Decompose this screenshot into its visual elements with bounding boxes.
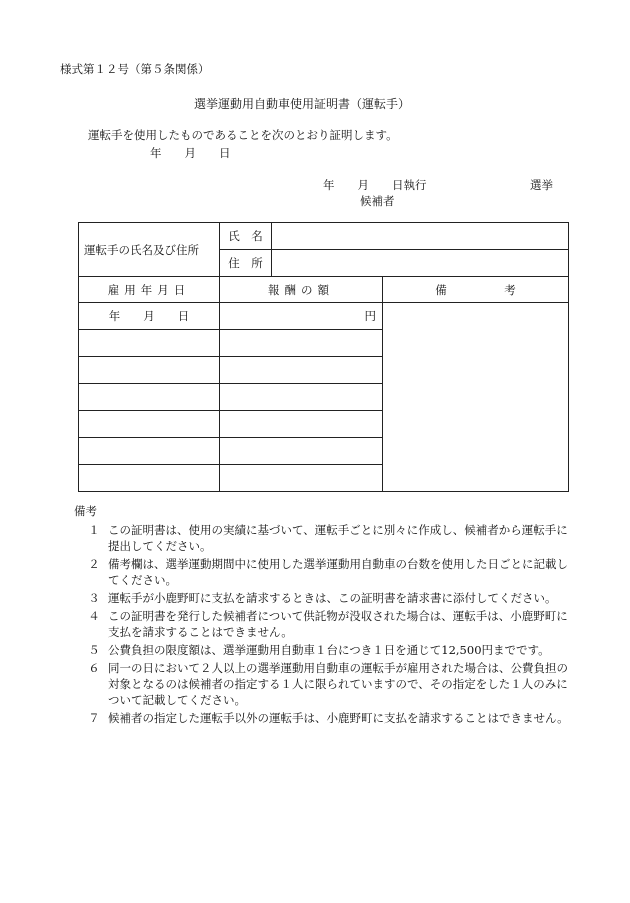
election-date: 年 月 日執行 bbox=[323, 178, 427, 192]
name-label: 氏 名 bbox=[220, 223, 272, 250]
amount-cell[interactable] bbox=[220, 465, 383, 492]
note-item bbox=[74, 642, 574, 658]
note-item bbox=[74, 660, 574, 708]
address-field[interactable] bbox=[272, 250, 569, 277]
candidate-label: 候補者 bbox=[360, 194, 395, 208]
note-text: 同一の日において２人以上の選挙運動用自動車の運転手が雇用された場合は、公費負担の対象となるのは候補者の指定する１人に限られていますので、その指定をした１人のみについて記載してください。 bbox=[108, 661, 568, 707]
header-remarks: 備 考 bbox=[383, 277, 569, 303]
note-item bbox=[74, 710, 574, 726]
hire-date-cell[interactable] bbox=[79, 330, 220, 357]
hire-date-cell[interactable] bbox=[79, 357, 220, 384]
note-text: 備考欄は、選挙運動期間中に使用した選挙運動用自動車の台数を使用した日ごとに記載してください。 bbox=[108, 557, 568, 587]
notes-section bbox=[74, 503, 574, 728]
hire-date-cell[interactable] bbox=[79, 411, 220, 438]
note-number: ４ bbox=[88, 609, 100, 623]
note-text: この証明書を発行した候補者について供託物が没収された場合は、運転手は、小鹿野町に支払を請求することはできません。 bbox=[108, 609, 568, 639]
hire-date-cell[interactable]: 年 月 日 bbox=[79, 303, 220, 330]
note-item bbox=[74, 556, 574, 588]
amount-cell[interactable] bbox=[220, 384, 383, 411]
hire-date-cell[interactable] bbox=[79, 465, 220, 492]
note-item bbox=[74, 608, 574, 640]
note-text: この証明書は、使用の実績に基づいて、運転手ごとに別々に作成し、候補者から運転手に提出してください。 bbox=[108, 523, 568, 553]
issue-date: 年 月 日 bbox=[150, 146, 231, 160]
note-number: １ bbox=[88, 523, 100, 537]
note-number: ３ bbox=[88, 591, 100, 605]
note-number: ５ bbox=[88, 643, 100, 657]
note-text: 候補者の指定した運転手以外の運転手は、小鹿野町に支払を請求することはできません。 bbox=[108, 711, 569, 725]
amount-cell[interactable] bbox=[220, 438, 383, 465]
header-hire-date: 雇用年月日 bbox=[79, 277, 220, 303]
note-number: ６ bbox=[88, 661, 100, 675]
note-number: ７ bbox=[88, 711, 100, 725]
form-number: 様式第１２号（第５条関係） bbox=[60, 62, 210, 76]
note-item bbox=[74, 522, 574, 554]
hire-date-cell[interactable] bbox=[79, 384, 220, 411]
notes-title: 備考 bbox=[74, 504, 97, 518]
address-label: 住 所 bbox=[220, 250, 272, 277]
hire-date-cell[interactable] bbox=[79, 438, 220, 465]
election-suffix: 選挙 bbox=[530, 178, 553, 192]
note-item bbox=[74, 590, 574, 606]
amount-cell[interactable] bbox=[220, 357, 383, 384]
note-text: 公費負担の限度額は、選挙運動用自動車１台につき１日を通じて12,500円までです。 bbox=[108, 643, 550, 657]
remarks-cell[interactable] bbox=[383, 303, 569, 492]
driver-info-label: 運転手の氏名及び住所 bbox=[79, 223, 220, 277]
amount-cell[interactable] bbox=[220, 411, 383, 438]
amount-cell[interactable]: 円 bbox=[220, 303, 383, 330]
certification-statement: 運転手を使用したものであることを次のとおり証明します。 bbox=[88, 128, 398, 142]
amount-cell[interactable] bbox=[220, 330, 383, 357]
document-title: 選挙運動用自動車使用証明書（運転手） bbox=[194, 97, 411, 111]
driver-certificate-table bbox=[78, 222, 569, 492]
name-field[interactable] bbox=[272, 223, 569, 250]
header-amount: 報酬の額 bbox=[220, 277, 383, 303]
note-text: 運転手が小鹿野町に支払を請求するときは、この証明書を請求書に添付してください。 bbox=[108, 591, 557, 605]
note-number: ２ bbox=[88, 557, 100, 571]
